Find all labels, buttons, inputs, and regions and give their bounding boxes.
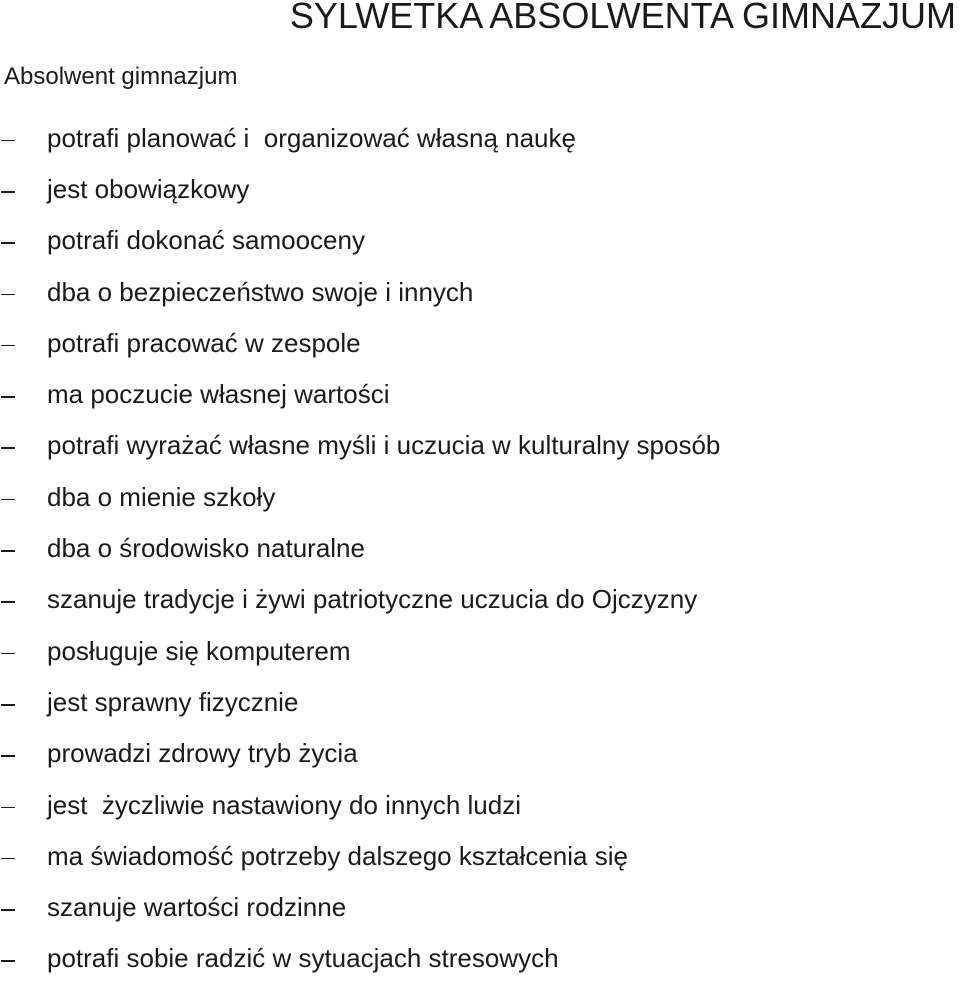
list-item-text: prowadzi zdrowy tryb życia: [47, 738, 358, 769]
list-item-text: jest sprawny fizycznie: [47, 686, 299, 717]
dash-bullet-icon: [1, 858, 15, 860]
dash-bullet-icon: [1, 653, 15, 655]
dash-bullet-icon: [1, 191, 15, 193]
dash-bullet-icon: [1, 242, 15, 244]
list-item-text: ma poczucie własnej wartości: [47, 379, 390, 410]
list-item-text: dba o bezpieczeństwo swoje i innych: [47, 276, 474, 307]
dash-bullet-icon: [1, 755, 15, 757]
list-item-text: posługuje się komputerem: [47, 635, 351, 666]
dash-bullet-icon: [1, 807, 15, 809]
dash-bullet-icon: [1, 960, 15, 962]
dash-bullet-icon: [1, 601, 15, 603]
dash-bullet-icon: [1, 704, 15, 706]
dash-bullet-icon: [1, 396, 15, 398]
list-item-text: potrafi sobie radzić w sytuacjach stresowych: [47, 943, 559, 974]
dash-bullet-icon: [1, 345, 15, 347]
dash-bullet-icon: [1, 294, 15, 296]
list-item-text: szanuje tradycje i żywi patriotyczne uczucia do Ojczyzny: [47, 584, 698, 615]
document-title: SYLWETKA ABSOLWENTA GIMNAZJUM: [289, 0, 956, 36]
list-item-text: potrafi pracować w zespole: [47, 327, 361, 358]
dash-bullet-icon: [1, 550, 15, 552]
list-item-text: potrafi planować i organizować własną naukę: [47, 122, 576, 153]
dash-bullet-icon: [1, 909, 15, 911]
document-subtitle: Absolwent gimnazjum: [4, 63, 238, 90]
list-item-text: ma świadomość potrzeby dalszego kształcenia się: [47, 840, 628, 871]
list-item-text: potrafi wyrażać własne myśli i uczucia w kulturalny sposób: [47, 430, 721, 461]
list-item-text: szanuje wartości rodzinne: [47, 892, 347, 923]
list-item-text: potrafi dokonać samooceny: [47, 225, 365, 256]
list-item-text: jest życzliwie nastawiony do innych ludzi: [47, 789, 521, 820]
dash-bullet-icon: [1, 140, 15, 142]
dash-bullet-icon: [1, 447, 15, 449]
list-item-text: dba o środowisko naturalne: [47, 533, 365, 564]
dash-bullet-icon: [1, 499, 15, 501]
list-item-text: dba o mienie szkoły: [47, 481, 276, 512]
list-item-text: jest obowiązkowy: [47, 173, 250, 204]
